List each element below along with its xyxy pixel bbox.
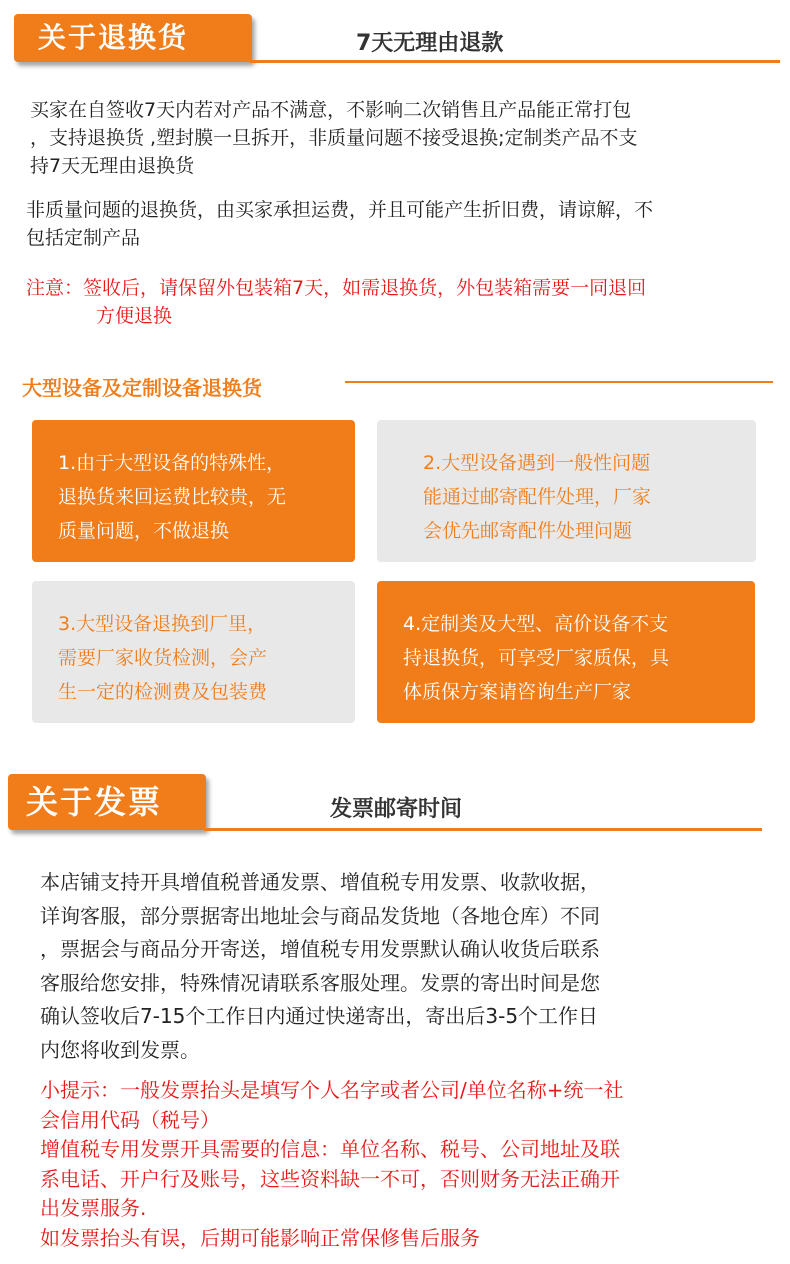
- equipment-box-4: 4.定制类及大型、高价设备不支 持退换货，可享受厂家质保，具 体质保方案请咨询生产厂家: [377, 581, 755, 723]
- large-equipment-rule: [345, 381, 773, 383]
- invoice-body: 本店铺支持开具增值税普通发票、增值税专用发票、收款收据， 详询客服，部分票据寄出地址会与商品发货地（各地仓库）不同 ，票据会与商品分开寄送，增值税专用发票默认确认收货后联系 客服给您安排，特殊情况请联系客服处理。发票的寄出时间是您 确认签收后7-15个工作日内通过快递寄出，寄出后3-5个工作日 内您将收到发票。: [40, 870, 600, 1062]
- equipment-box-2: 2.大型设备遇到一般性问题 能通过邮寄配件处理，厂家 会优先邮寄配件处理问题: [377, 420, 756, 562]
- invoice-tips: 小提示：一般发票抬头是填写个人名字或者公司/单位名称+统一社 会信用代码（税号） 增值税专用发票开具需要的信息：单位名称、税号、公司地址及联 系电话、开户行及账号，这些资料缺一不可，否则财务无法正确开 出发票服务. 如发票抬头有误，后期可能影响正常保修售后服务: [40, 1078, 624, 1250]
- large-equipment-title: 大型设备及定制设备退换货: [22, 376, 262, 400]
- equipment-box-1: 1.由于大型设备的特殊性， 退换货来回运费比较贵，无 质量问题，不做退换: [32, 420, 355, 562]
- returns-tag: 关于退换货: [14, 14, 252, 62]
- invoice-subtitle: 发票邮寄时间: [330, 797, 463, 822]
- returns-rule: [250, 60, 780, 63]
- returns-note-line-2: 方便退换: [96, 305, 173, 327]
- returns-paragraph-1: 买家在自签收7天内若对产品不满意，不影响二次销售且产品能正常打包 ，支持退换货 ,塑封膜一旦拆开，非质量问题不接受退换;定制类产品不支 持7天无理由退换货: [30, 99, 638, 177]
- returns-note-line-1: 注意：签收后，请保留外包装箱7天，如需退换货，外包装箱需要一同退回: [26, 277, 647, 299]
- returns-subtitle: 7天无理由退款: [356, 31, 504, 56]
- invoice-tag: 关于发票: [8, 774, 206, 830]
- invoice-rule: [204, 828, 762, 831]
- returns-paragraph-2: 非质量问题的退换货，由买家承担运费，并且可能产生折旧费，请谅解，不 包括定制产品: [26, 199, 654, 249]
- equipment-box-3: 3.大型设备退换到厂里， 需要厂家收货检测，会产 生一定的检测费及包装费: [32, 581, 355, 723]
